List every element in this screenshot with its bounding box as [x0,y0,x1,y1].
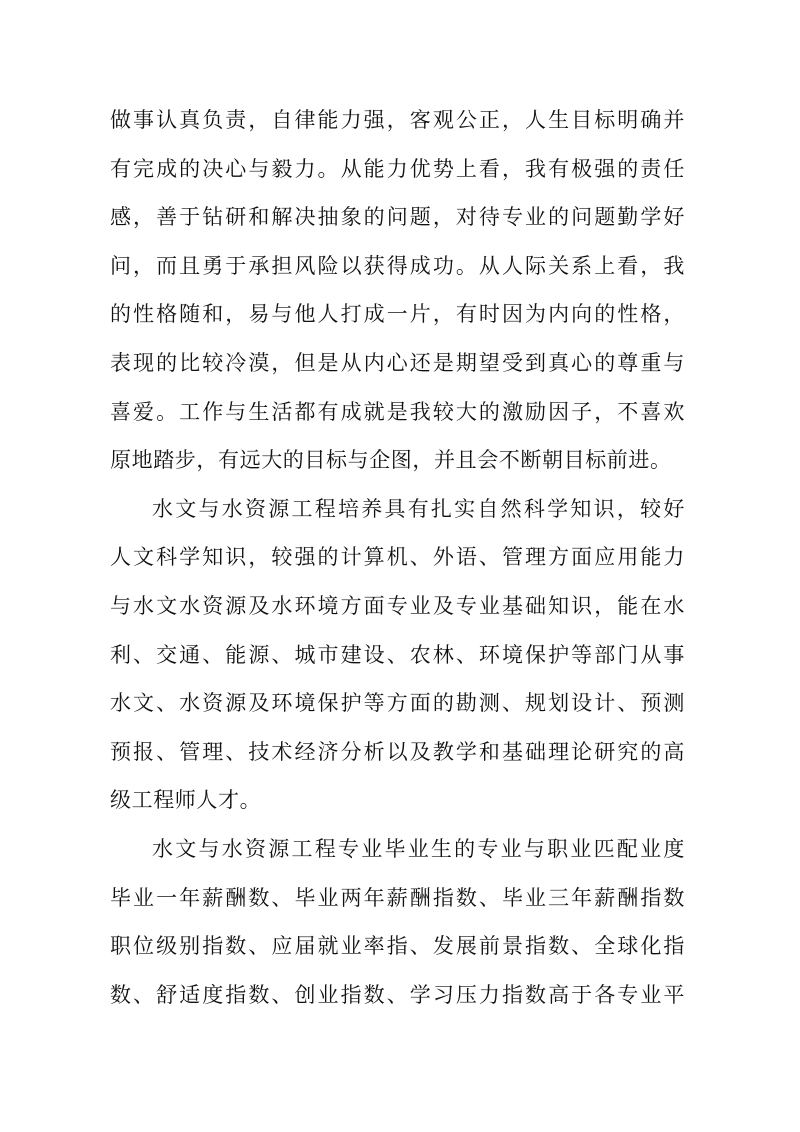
text-line: 预报、管理、技术经济分析以及教学和基础理论研究的高 [110,739,685,764]
text-line: 人文科学知识，较强的计算机、外语、管理方面应用能力 [110,545,685,570]
paragraph-personal-traits [110,96,685,485]
text-line: 原地踏步，有远大的目标与企图，并且会不断朝目标前进。 [110,448,672,473]
text-line: 利、交通、能源、城市建设、农林、环境保护等部门从事 [110,642,685,667]
text-line: 毕业一年薪酬数、毕业两年薪酬指数、毕业三年薪酬指数 [110,885,685,910]
text-line: 喜爱。工作与生活都有成就是我较大的激励因子，不喜欢 [110,399,685,424]
text-line: 级工程师人才。 [110,788,262,813]
text-line: 水文与水资源工程培养具有扎实自然科学知识，较好 [152,496,685,521]
text-line: 水文与水资源工程专业毕业生的专业与职业匹配业度 [152,836,685,861]
text-line: 有完成的决心与毅力。从能力优势上看，我有极强的责任 [110,156,685,181]
paragraph-employment-indices [110,825,685,1019]
text-line: 数、舒适度指数、创业指数、学习压力指数高于各专业平 [110,982,685,1007]
text-line: 感，善于钻研和解决抽象的问题，对待专业的问题勤学好 [110,205,685,230]
paragraph-major-description [110,485,685,825]
text-line: 的性格随和，易与他人打成一片，有时因为内向的性格， [110,302,685,327]
text-line: 与水文水资源及水环境方面专业及专业基础知识，能在水 [110,593,685,618]
text-line: 做事认真负责，自律能力强，客观公正，人生目标明确并 [110,108,685,132]
document-body [110,96,685,1019]
text-line: 水文、水资源及环境保护等方面的勘测、规划设计、预测 [110,691,685,716]
text-line: 表现的比较冷漠，但是从内心还是期望受到真心的尊重与 [110,350,685,375]
text-line: 职位级别指数、应届就业率指、发展前景指数、全球化指 [110,934,685,959]
text-line: 问，而且勇于承担风险以获得成功。从人际关系上看，我 [110,253,685,278]
